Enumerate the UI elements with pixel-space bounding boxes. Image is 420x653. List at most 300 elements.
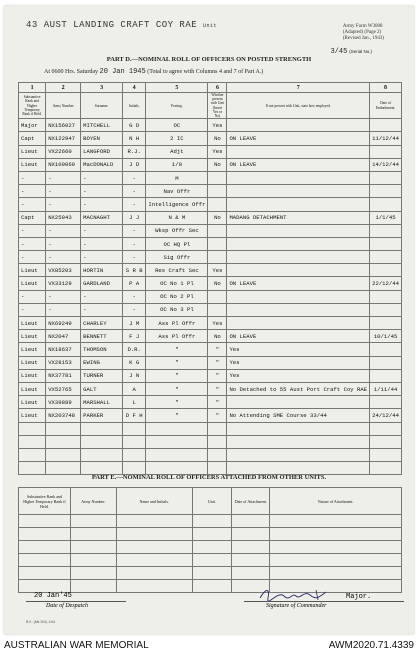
cell-number: - — [46, 224, 81, 237]
cell-present: Yes — [208, 145, 227, 158]
cell-rank: Lieut — [19, 343, 46, 356]
cell-date — [370, 317, 402, 330]
cell-employment: No Attending SME Course 33/44 — [227, 409, 370, 422]
cell-surname: - — [81, 224, 123, 237]
cell-surname: LANGFORD — [81, 145, 123, 158]
serial-number-label: (Serial No.) — [349, 49, 372, 54]
empty-cell — [232, 528, 270, 541]
cell-date — [370, 356, 402, 369]
cell-date: 11/12/44 — [370, 132, 402, 145]
empty-cell — [46, 448, 81, 461]
attached-table-body — [19, 515, 402, 593]
cell-rank: - — [19, 171, 46, 184]
cell-posting: " — [146, 382, 208, 395]
cell-number: VX33129 — [46, 277, 81, 290]
empty-cell — [232, 554, 270, 567]
empty-cell — [227, 422, 370, 435]
empty-cell — [146, 462, 208, 475]
blank-row — [19, 435, 402, 448]
cell-posting: Ass Pl Offr — [146, 330, 208, 343]
cell-posting: " — [146, 396, 208, 409]
column-header: Posting. — [146, 93, 208, 119]
cell-present — [208, 198, 227, 211]
empty-cell — [19, 528, 71, 541]
cell-posting: Intelligence Offr — [146, 198, 208, 211]
cell-surname: MITCHELL — [81, 119, 123, 132]
cell-rank: - — [19, 303, 46, 316]
cell-number: VX28153 — [46, 356, 81, 369]
blank-row — [19, 528, 402, 541]
cell-posting: Nav Offr — [146, 185, 208, 198]
cell-present: " — [208, 409, 227, 422]
cell-present — [208, 185, 227, 198]
cell-rank: Lieut — [19, 356, 46, 369]
empty-cell — [270, 528, 402, 541]
table-row — [19, 317, 402, 330]
cell-number: NX109069 — [46, 158, 81, 171]
cell-rank: - — [19, 224, 46, 237]
cell-employment — [227, 303, 370, 316]
empty-cell — [123, 435, 146, 448]
empty-cell — [208, 448, 227, 461]
empty-cell — [116, 541, 192, 554]
cell-initials: J M — [123, 317, 146, 330]
table-row — [19, 119, 402, 132]
cell-rank: Lieut — [19, 409, 46, 422]
cell-surname: THOMSON — [81, 343, 123, 356]
table-row — [19, 198, 402, 211]
cell-rank: Capt — [19, 132, 46, 145]
form-ref-line: (Adapted) (Page 2) — [342, 30, 382, 35]
column-number: 1 — [19, 83, 46, 93]
column-header: Nature of Attachment. — [270, 488, 402, 515]
empty-cell — [70, 515, 116, 528]
empty-cell — [19, 554, 71, 567]
blank-row — [19, 541, 402, 554]
cell-number: VX22660 — [46, 145, 81, 158]
column-header: Substantive Rank and Higher Temporary Rank if Held. — [19, 93, 46, 119]
blank-row — [19, 448, 402, 461]
cell-employment — [227, 317, 370, 330]
column-number: 3 — [81, 83, 123, 93]
empty-cell — [208, 462, 227, 475]
unit-text: 43 AUST LANDING CRAFT COY RAE — [26, 20, 198, 30]
cell-employment — [227, 290, 370, 303]
cell-rank: Capt — [19, 211, 46, 224]
empty-cell — [19, 567, 71, 580]
cell-date: 1/1/45 — [370, 211, 402, 224]
cell-present: " — [208, 356, 227, 369]
table-row — [19, 132, 402, 145]
cell-initials: N H — [123, 132, 146, 145]
cell-date — [370, 290, 402, 303]
part-e-title: PART E.—NOMINAL ROLL OF OFFICERS ATTACHED FROM OTHER UNITS. — [91, 474, 327, 481]
cell-posting: 1/0 — [146, 158, 208, 171]
cell-surname: - — [81, 198, 123, 211]
cell-posting: Wksp Offr Sec — [146, 224, 208, 237]
cell-rank: Lieut — [19, 396, 46, 409]
empty-cell — [81, 448, 123, 461]
cell-number: - — [46, 171, 81, 184]
empty-cell — [19, 422, 46, 435]
empty-cell — [370, 462, 402, 475]
empty-cell — [227, 435, 370, 448]
cell-date: 14/12/44 — [370, 158, 402, 171]
column-number: 8 — [370, 83, 402, 93]
empty-cell — [232, 515, 270, 528]
cell-rank: Lieut — [19, 382, 46, 395]
empty-cell — [192, 567, 232, 580]
column-number: 2 — [46, 83, 81, 93]
empty-cell — [116, 567, 192, 580]
cell-number: NX18637 — [46, 343, 81, 356]
cell-date — [370, 251, 402, 264]
cell-number: VX85203 — [46, 264, 81, 277]
cell-surname: MACNAGHT — [81, 211, 123, 224]
table-row — [19, 158, 402, 171]
form-reference — [343, 24, 384, 42]
empty-cell — [227, 462, 370, 475]
empty-cell — [270, 541, 402, 554]
cell-employment: MADANG DETACHMENT — [227, 211, 370, 224]
empty-cell — [116, 554, 192, 567]
date-line — [26, 601, 126, 602]
cell-present: Yes — [208, 264, 227, 277]
cell-surname: GALT — [81, 382, 123, 395]
empty-cell — [46, 422, 81, 435]
column-header: Name and Initials. — [116, 488, 192, 515]
cell-posting: Res Craft Sec — [146, 264, 208, 277]
cell-present — [208, 224, 227, 237]
cell-present — [208, 171, 227, 184]
column-header: Initials. — [123, 93, 146, 119]
cell-employment: No Detached to 55 Aust Port Craft Coy RAE — [227, 382, 370, 395]
cell-rank: Lieut — [19, 369, 46, 382]
cell-employment — [227, 171, 370, 184]
table-row — [19, 237, 402, 250]
cell-posting: M — [146, 171, 208, 184]
cell-present: " — [208, 369, 227, 382]
table-row — [19, 369, 402, 382]
empty-cell — [116, 580, 192, 593]
cell-number: NX2047 — [46, 330, 81, 343]
cell-present — [208, 290, 227, 303]
cell-posting: " — [146, 343, 208, 356]
form-ref-line: Army Form W3008 — [342, 24, 383, 29]
table-row — [19, 211, 402, 224]
cell-surname: HORTIN — [81, 264, 123, 277]
archive-source: AUSTRALIAN WAR MEMORIAL — [4, 640, 149, 651]
empty-cell — [192, 528, 232, 541]
cell-surname: CHARLEY — [81, 317, 123, 330]
cell-date — [370, 343, 402, 356]
cell-initials: D F H — [123, 409, 146, 422]
muster-prefix: At 0600 Hrs. Saturday — [44, 69, 98, 75]
cell-date — [370, 303, 402, 316]
cell-employment — [227, 251, 370, 264]
cell-date — [370, 224, 402, 237]
empty-cell — [270, 515, 402, 528]
document-page — [4, 6, 414, 634]
cell-initials: S R B — [123, 264, 146, 277]
cell-initials: G D — [123, 119, 146, 132]
cell-rank: Lieut — [19, 330, 46, 343]
archive-footer — [0, 638, 420, 653]
cell-initials: J N — [123, 369, 146, 382]
cell-present: No — [208, 158, 227, 171]
cell-employment: ON LEAVE — [227, 277, 370, 290]
cell-date — [370, 171, 402, 184]
empty-cell — [192, 541, 232, 554]
table-row — [19, 290, 402, 303]
empty-cell — [192, 515, 232, 528]
part-d-title: PART D.—NOMINAL ROLL OF OFFICERS ON POSTED STRENGTH — [106, 56, 312, 63]
signature-rank: Major. — [346, 593, 372, 601]
handwritten-signature — [256, 586, 336, 602]
empty-cell — [232, 567, 270, 580]
cell-employment: ON LEAVE — [227, 132, 370, 145]
cell-surname: - — [81, 251, 123, 264]
cell-employment: Yes — [227, 343, 370, 356]
cell-posting: Sig Offr — [146, 251, 208, 264]
table-row — [19, 224, 402, 237]
cell-initials: L — [123, 396, 146, 409]
cell-surname: BOYEN — [81, 132, 123, 145]
cell-number: NX156027 — [46, 119, 81, 132]
table-row — [19, 343, 402, 356]
cell-present: " — [208, 382, 227, 395]
signature-line — [244, 601, 404, 602]
unit-suffix: Unit — [203, 23, 218, 29]
cell-rank: Major — [19, 119, 46, 132]
cell-number: - — [46, 251, 81, 264]
cell-date: 10/1/45 — [370, 330, 402, 343]
cell-rank: - — [19, 198, 46, 211]
cell-present: " — [208, 396, 227, 409]
cell-employment — [227, 198, 370, 211]
cell-initials: - — [123, 171, 146, 184]
cell-date: 24/12/44 — [370, 409, 402, 422]
cell-present: No — [208, 211, 227, 224]
table-row — [19, 356, 402, 369]
cell-number: VX39889 — [46, 396, 81, 409]
cell-surname: - — [81, 237, 123, 250]
empty-cell — [46, 462, 81, 475]
muster-line — [44, 68, 263, 76]
cell-initials: - — [123, 185, 146, 198]
cell-rank: - — [19, 251, 46, 264]
cell-surname: - — [81, 290, 123, 303]
cell-number: - — [46, 290, 81, 303]
despatch-date-caption: Date of Despatch — [46, 603, 88, 609]
cell-initials: K G — [123, 356, 146, 369]
cell-surname: TURNER — [81, 369, 123, 382]
column-number-row — [19, 83, 402, 93]
empty-cell — [46, 435, 81, 448]
cell-posting: OC HQ Pl — [146, 237, 208, 250]
empty-cell — [208, 422, 227, 435]
column-header: Unit. — [192, 488, 232, 515]
cell-surname: - — [81, 303, 123, 316]
cell-posting: " — [146, 409, 208, 422]
cell-posting: OC No 1 Pl — [146, 277, 208, 290]
blank-row — [19, 462, 402, 475]
form-ref-line: (Revised Jan., 1943) — [342, 36, 384, 41]
cell-rank: - — [19, 290, 46, 303]
cell-number: NX37781 — [46, 369, 81, 382]
cell-present: No — [208, 132, 227, 145]
cell-number: NX69249 — [46, 317, 81, 330]
cell-number: VX52765 — [46, 382, 81, 395]
empty-cell — [70, 541, 116, 554]
cell-present: Yes — [208, 317, 227, 330]
cell-posting: OC — [146, 119, 208, 132]
column-header: Army Number — [46, 93, 81, 119]
cell-surname: BENNETT — [81, 330, 123, 343]
empty-cell — [227, 448, 370, 461]
cell-initials: F J — [123, 330, 146, 343]
table-row — [19, 185, 402, 198]
cell-number: NX122947 — [46, 132, 81, 145]
cell-employment: ON LEAVE — [227, 158, 370, 171]
cell-posting: N & M — [146, 211, 208, 224]
column-header: Date of Attachment. — [232, 488, 270, 515]
table-row — [19, 251, 402, 264]
column-header: Substantive Rank and Higher Temporary Rank if Held. — [19, 488, 71, 515]
empty-cell — [70, 554, 116, 567]
cell-employment — [227, 264, 370, 277]
muster-suffix: (Total to agree with Columns 4 and 7 of Part A.) — [147, 69, 264, 75]
cell-number: - — [46, 303, 81, 316]
officers-table-body — [19, 119, 402, 475]
cell-number: NX25043 — [46, 211, 81, 224]
attached-officers-table — [18, 487, 402, 593]
table-row — [19, 264, 402, 277]
cell-rank: Lieut — [19, 264, 46, 277]
cell-initials: P A — [123, 277, 146, 290]
empty-cell — [116, 528, 192, 541]
cell-number: NX203748 — [46, 409, 81, 422]
cell-initials: - — [123, 251, 146, 264]
cell-date — [370, 185, 402, 198]
empty-cell — [123, 462, 146, 475]
cell-rank: Lieut — [19, 158, 46, 171]
empty-cell — [270, 554, 402, 567]
empty-cell — [146, 448, 208, 461]
accession-number: AWM2020.71.4339 — [328, 640, 414, 651]
blank-row — [19, 422, 402, 435]
cell-employment — [227, 224, 370, 237]
cell-initials: - — [123, 237, 146, 250]
empty-cell — [146, 435, 208, 448]
cell-rank: Lieut — [19, 277, 46, 290]
empty-cell — [370, 422, 402, 435]
empty-cell — [70, 567, 116, 580]
empty-cell — [370, 435, 402, 448]
table-row — [19, 330, 402, 343]
table-row — [19, 145, 402, 158]
empty-cell — [81, 422, 123, 435]
cell-date — [370, 264, 402, 277]
cell-posting: OC No 2 Pl — [146, 290, 208, 303]
empty-cell — [146, 422, 208, 435]
empty-cell — [81, 435, 123, 448]
cell-employment: ON LEAVE — [227, 330, 370, 343]
cell-date — [370, 237, 402, 250]
empty-cell — [270, 567, 402, 580]
cell-posting: Ass Pl Offr — [146, 317, 208, 330]
cell-posting: Adjt — [146, 145, 208, 158]
empty-cell — [192, 554, 232, 567]
empty-cell — [19, 515, 71, 528]
print-reference: B.K. (Mk 304) 1/44 — [26, 620, 56, 624]
cell-initials: A — [123, 382, 146, 395]
cell-date — [370, 145, 402, 158]
table-row — [19, 303, 402, 316]
cell-surname: MARSHALL — [81, 396, 123, 409]
table-row — [19, 171, 402, 184]
blank-row — [19, 567, 402, 580]
despatch-date: 20 Jan'45 — [34, 592, 72, 600]
empty-cell — [208, 435, 227, 448]
cell-employment — [227, 396, 370, 409]
cell-date — [370, 396, 402, 409]
column-header: Date of Embarkment. — [370, 93, 402, 119]
cell-number: - — [46, 237, 81, 250]
empty-cell — [19, 580, 71, 593]
cell-employment — [227, 185, 370, 198]
column-header: If not present with Unit, state how employed. — [227, 93, 370, 119]
cell-present — [208, 303, 227, 316]
cell-date — [370, 198, 402, 211]
column-number: 7 — [227, 83, 370, 93]
column-header: Surname. — [81, 93, 123, 119]
cell-initials: - — [123, 303, 146, 316]
officers-table — [18, 82, 402, 475]
column-header: Army Number. — [70, 488, 116, 515]
cell-posting: 2 IC — [146, 132, 208, 145]
empty-cell — [232, 541, 270, 554]
cell-present: " — [208, 343, 227, 356]
cell-rank: Lieut — [19, 317, 46, 330]
empty-cell — [19, 448, 46, 461]
empty-cell — [70, 528, 116, 541]
table-row — [19, 277, 402, 290]
cell-employment: Yes — [227, 369, 370, 382]
cell-initials: - — [123, 198, 146, 211]
cell-surname: - — [81, 185, 123, 198]
cell-employment — [227, 145, 370, 158]
column-number: 5 — [146, 83, 208, 93]
table-row — [19, 382, 402, 395]
cell-present: No — [208, 330, 227, 343]
cell-number: - — [46, 198, 81, 211]
cell-surname: - — [81, 171, 123, 184]
cell-present: Yes — [208, 119, 227, 132]
cell-posting: " — [146, 369, 208, 382]
empty-cell — [116, 515, 192, 528]
column-number: 6 — [208, 83, 227, 93]
column-header-row — [19, 93, 402, 119]
blank-row — [19, 580, 402, 593]
cell-rank: - — [19, 185, 46, 198]
empty-cell — [19, 541, 71, 554]
cell-employment — [227, 119, 370, 132]
cell-date — [370, 369, 402, 382]
empty-cell — [192, 580, 232, 593]
cell-surname: EWING — [81, 356, 123, 369]
empty-cell — [123, 448, 146, 461]
